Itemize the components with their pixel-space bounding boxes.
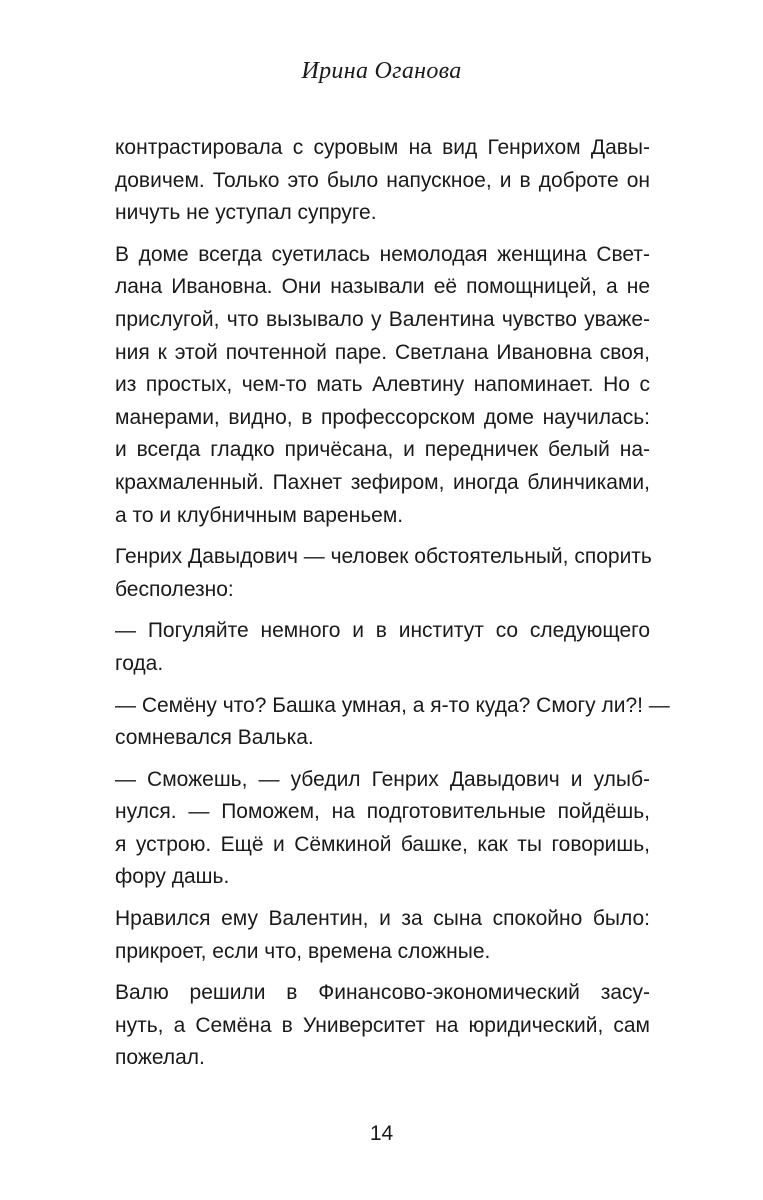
text-line: довичем. Только это было напускное, и в доброте он	[115, 168, 650, 192]
text-line: Валю решили в Финансово-экономический засу-	[115, 981, 650, 1005]
text-line: — Погуляйте немного и в институт со следующего	[115, 619, 650, 643]
text-line: — Семёну что? Башка умная, а я-то куда? Смогу ли?! —	[115, 693, 670, 717]
text-line: пожелал.	[115, 1046, 205, 1070]
text-line: фору дашь.	[115, 865, 230, 889]
paragraph	[115, 239, 650, 532]
text-line: а то и клубничным вареньем.	[115, 503, 404, 527]
paragraph	[115, 132, 650, 230]
text-line: прислугой, что вызывало у Валентина чувство уваже-	[115, 307, 650, 331]
paragraph	[115, 690, 670, 755]
paragraph	[115, 903, 650, 968]
text-line: года.	[115, 651, 164, 675]
text-line: — Сможешь, — убедил Генрих Давыдович и улыб-	[115, 767, 650, 791]
text-line: лана Ивановна. Они называли её помощницей, а не	[115, 275, 650, 299]
text-line: Нравился ему Валентин, и за сына спокойно было:	[115, 907, 650, 931]
text-line: ничуть не уступал супруге.	[115, 201, 377, 225]
page-number: 14	[369, 1122, 394, 1145]
paragraph	[115, 764, 650, 894]
text-line: нуть, а Семёна в Университет на юридический, сам	[115, 1013, 650, 1037]
text-line: я устрою. Ещё и Сёмкиной башке, как ты говоришь,	[115, 832, 650, 856]
text-line: сомневался Валька.	[115, 726, 314, 750]
text-line: В доме всегда суетилась немолодая женщина Свет-	[115, 242, 650, 266]
paragraph	[115, 615, 650, 680]
text-line: бесполезно:	[115, 577, 234, 601]
text-line: контрастировала с суровым на вид Генрихом Давы-	[115, 136, 650, 159]
text-line: нулся. — Поможем, на подготовительные пойдёшь,	[115, 800, 650, 824]
text-line: Генрих Давыдович — человек обстоятельный, спорить	[115, 545, 652, 569]
running-header-author: Ирина Оганова	[301, 58, 462, 84]
text-line: из простых, чем-то мать Алевтину напоминает. Но с	[115, 373, 650, 397]
text-line: и всегда гладко причёсана, и передничек белый на-	[115, 438, 650, 462]
paragraph	[115, 541, 650, 606]
body-text	[115, 132, 670, 1084]
text-line: манерами, видно, в профессорском доме научилась:	[115, 405, 650, 429]
text-line: крахмаленный. Пахнет зефиром, иногда блинчиками,	[115, 470, 650, 494]
paragraph	[115, 977, 650, 1075]
text-line: прикроет, если что, времена сложные.	[115, 939, 491, 963]
text-line: ния к этой почтенной паре. Светлана Ивановна своя,	[115, 340, 650, 364]
